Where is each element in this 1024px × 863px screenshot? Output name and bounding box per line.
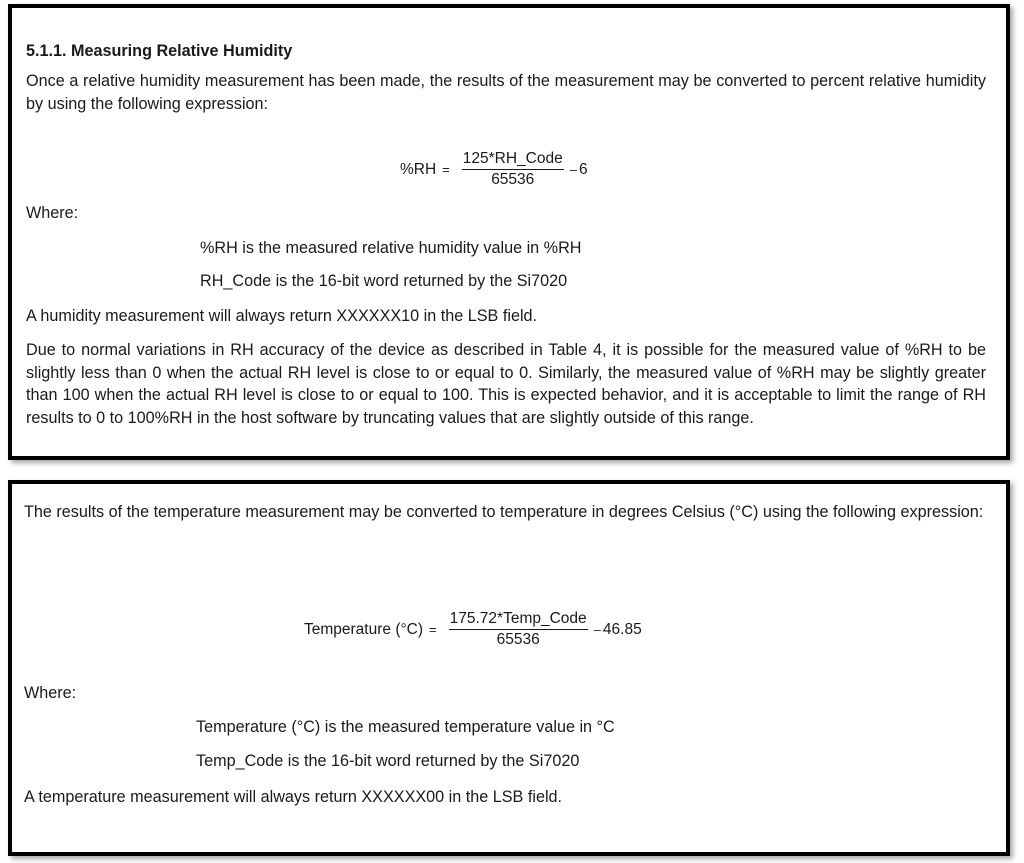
formula-equals: =: [429, 622, 437, 637]
formula-equals: =: [442, 162, 450, 177]
formula-constant: 6: [578, 160, 588, 178]
formula-numerator: 175.72*Temp_Code: [449, 610, 588, 630]
humidity-panel: [8, 4, 1010, 460]
temperature-panel: [8, 480, 1010, 856]
formula-fraction: [449, 610, 588, 649]
formula-operator: –: [569, 162, 577, 177]
definition-temp-code: Temp_Code is the 16-bit word returned by the Si7020: [196, 752, 580, 770]
definition-rh: %RH is the measured relative humidity value in %RH: [200, 239, 582, 257]
lsb-note: A temperature measurement will always return XXXXXX00 in the LSB field.: [24, 788, 563, 806]
formula-lhs: %RH: [400, 160, 437, 178]
definition-temperature: Temperature (°C) is the measured temperature value in °C: [196, 718, 615, 736]
where-label: Where:: [26, 204, 79, 222]
formula-operator: –: [593, 622, 601, 637]
humidity-intro-paragraph: Once a relative humidity measurement has been made, the results of the measurement may be converted to percent relative humidity by using the following expression:: [26, 72, 986, 113]
lsb-note: A humidity measurement will always return XXXXXX10 in the LSB field.: [26, 307, 538, 325]
formula-numerator: 125*RH_Code: [462, 150, 564, 170]
section-heading: 5.1.1. Measuring Relative Humidity: [26, 42, 293, 60]
where-label: Where:: [24, 684, 77, 702]
definition-rh-code: RH_Code is the 16-bit word returned by the Si7020: [200, 272, 568, 290]
humidity-formula: [400, 150, 588, 189]
temperature-formula: [304, 610, 642, 649]
temperature-intro-paragraph: The results of the temperature measurement may be converted to temperature in degrees Celsius (°C) using the following expression:: [24, 503, 984, 521]
variation-paragraph: Due to normal variations in RH accuracy of the device as described in Table 4, it is possible for the measured value of %RH to be slightly less than 0 when the actual RH level is close to or equal to 0. Similarly, the measured value of %RH may be slightly greater than 100 when the actual RH level is close to or equal to 100. This is expected behavior, and it is acceptable to limit the range of RH results to 0 to 100%RH in the host software by truncating values that are slightly outside of this range.: [26, 341, 986, 427]
formula-constant: 46.85: [602, 620, 642, 638]
formula-denominator: 65536: [496, 631, 540, 648]
formula-fraction: [462, 150, 564, 189]
formula-denominator: 65536: [491, 171, 535, 188]
formula-lhs: Temperature (°C): [304, 620, 424, 638]
